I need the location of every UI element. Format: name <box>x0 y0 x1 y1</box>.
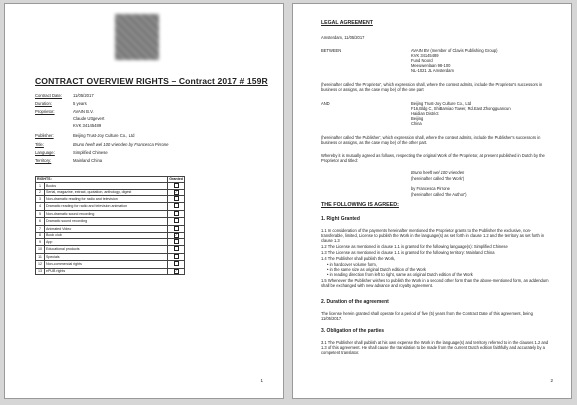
empty-box-icon <box>174 254 179 259</box>
granted-cell <box>168 268 185 274</box>
bullet-text: in hardcover volume form, <box>329 262 377 267</box>
checked-box-icon: ✓ <box>174 190 178 194</box>
field-value: KVK 34145489 <box>73 123 102 128</box>
right-name: Dramatic sound recording <box>45 218 168 225</box>
by-author: by Francesca Pirrone <box>411 186 450 191</box>
address-line: Fund Noord <box>411 58 433 64</box>
address-line: F16,Bldg C, ShiBamiao Tower, Rd.East Zhongguancun <box>411 106 511 112</box>
rights-row <box>36 261 185 268</box>
rights-row <box>36 196 185 203</box>
field-label: Title: <box>35 142 44 147</box>
right-name: App <box>45 239 168 246</box>
field-label: Publisher: <box>35 133 54 138</box>
granted-cell <box>168 182 185 189</box>
address-line: China <box>411 121 422 127</box>
right-number: 11 <box>36 253 45 260</box>
empty-box-icon <box>174 218 179 223</box>
granted-cell <box>168 253 185 260</box>
legal-heading: LEGAL AGREEMENT <box>321 20 373 26</box>
empty-box-icon <box>174 226 179 231</box>
page-number: 2 <box>550 378 553 383</box>
work-title: Bruno heeft wel 100 vrienden <box>411 170 465 175</box>
right-number: 2 <box>36 190 45 196</box>
field-label: Contract Date: <box>35 93 62 98</box>
clause-3-1: 3.1 The Publisher shall publish at his own expense the Work in the language(s) and territory referred to in the clauses 1.2 and 1.3 of this agreement. He shall cause the translation to be made from the current Dutch edition faithfully and accurately by a competent translator. <box>321 340 549 356</box>
right-number: 9 <box>36 239 45 246</box>
field-value: Bruno heeft wel 100 vrienden by Francesca Pirrone <box>73 142 169 147</box>
right-name: Non-dramatic reading for radio and television <box>45 196 168 203</box>
field-value: 11/05/2017 <box>73 93 94 98</box>
right-name: Non-dramatic sound recording <box>45 210 168 217</box>
address-line: Haidian District <box>411 111 439 117</box>
field-value: Claude Uttgevert <box>73 116 105 121</box>
section-1-title: 1. Right Granted <box>321 216 360 222</box>
right-name: ePUB rights <box>45 268 168 274</box>
publisher-address <box>411 101 511 126</box>
right-number: 3 <box>36 196 45 203</box>
field-label: Proprietor: <box>35 109 55 114</box>
granted-cell <box>168 246 185 253</box>
clause-1-4-bullet: • in hardcover volume form, <box>327 262 377 267</box>
granted-header: Granted <box>169 177 183 182</box>
page-number: 1 <box>260 378 263 383</box>
author-note: (hereinafter called 'the Author') <box>411 192 467 197</box>
field-label: Language: <box>35 150 55 155</box>
field-label: Territory: <box>35 158 52 163</box>
between-label: BETWEEN <box>321 48 342 53</box>
address-line: KVK 34145489 <box>411 53 439 59</box>
right-number: 5 <box>36 210 45 217</box>
and-label: AND <box>321 101 330 106</box>
clause-2: The license herein granted shall operate for a period of five (5) years from the Contract Date of this agreement, being 11/05/2017. <box>321 311 533 322</box>
right-name: Books <box>45 182 168 189</box>
empty-box-icon <box>174 196 179 201</box>
address-line: NL-1021 JL Amsterdam <box>411 68 454 74</box>
right-name: Animated Video <box>45 225 168 232</box>
work-note: (hereinafter called 'the Work') <box>411 176 465 181</box>
right-name: Non-commercial rights <box>45 261 168 268</box>
rights-header: RIGHTS: <box>36 177 168 183</box>
right-number: 12 <box>36 261 45 268</box>
proprietor-note: (hereinafter called 'the Proprietor', which expression shall, where the context admits, include the Proprietor's successors in business or assigns, as the case may be) of the one part <box>321 82 543 93</box>
right-name: Specials <box>45 253 168 260</box>
rights-row <box>36 225 185 232</box>
section-2-title: 2. Duration of the agreement <box>321 299 389 305</box>
granted-cell <box>168 203 185 210</box>
field-value: AVAIN B.V. <box>73 109 94 114</box>
right-name: Educational products <box>45 246 168 253</box>
empty-box-icon <box>174 183 179 188</box>
address-line: Beijing Trust-Joy Culture Co., Ltd <box>411 101 472 106</box>
rights-row <box>36 203 185 210</box>
right-number: 1 <box>36 182 45 189</box>
rights-row <box>36 253 185 260</box>
rights-row <box>36 210 185 217</box>
rights-row <box>36 239 185 246</box>
page-two <box>292 3 572 399</box>
field-value: 5 years <box>73 101 87 106</box>
empty-box-icon <box>174 203 179 208</box>
address-line: Beijing <box>411 116 424 122</box>
checked-box-icon: ✓ <box>174 233 178 238</box>
empty-box-icon <box>174 211 179 216</box>
company-logo <box>115 14 159 60</box>
empty-box-icon <box>174 239 179 244</box>
rights-row <box>36 218 185 225</box>
clause-1-1: 1.1 In consideration of the payments hereinafter mentioned the Proprietor grants to the Publisher the exclusive, non-transferable, limited, License to publish the Work in the language(s) as set forth in clause 1.2 and the territory as set forth in clause 1.3 <box>321 228 545 244</box>
section-3-title: 3. Obligation of the parties <box>321 328 385 334</box>
right-name: Book club <box>45 233 168 239</box>
granted-cell <box>168 239 185 246</box>
clause-1-2: 1.2 The License as mentioned in clause 1.1 is granted for the following language(s): Simplified Chinese <box>321 244 508 249</box>
whereas-clause: Whereby it is mutually agreed as follows, respecting the original Work of the Proprietor, at present published in Dutch by the Proprietor and titled: <box>321 153 545 164</box>
empty-box-icon <box>174 246 179 251</box>
clause-1-3: 1.3 The License as mentioned in clause 1.1 is granted for the following territory: Mainland China <box>321 250 495 255</box>
right-number: 10 <box>36 246 45 253</box>
clause-1-4-bullet: • in the same size as original Dutch edition of the Work <box>327 267 426 272</box>
address-line: Meeuwenlaan 98-100 <box>411 63 451 69</box>
rights-table <box>35 176 185 275</box>
field-value: Simplified Chinese <box>73 150 108 155</box>
contract-title: CONTRACT OVERVIEW RIGHTS – Contract 2017 # 159R <box>35 76 268 86</box>
place-date: Amsterdam, 11/05/2017 <box>321 35 365 40</box>
right-number: 6 <box>36 218 45 225</box>
right-number: 13 <box>36 268 45 274</box>
clause-1-4: 1.4 The Publisher shall publish the Work, <box>321 256 396 261</box>
page-one <box>4 3 284 399</box>
granted-cell <box>168 225 185 232</box>
field-value: Mainland China <box>73 158 103 163</box>
right-number: 4 <box>36 203 45 210</box>
checked-box-icon: ✓ <box>174 268 178 273</box>
right-number: 7 <box>36 225 45 232</box>
right-name: Dramatic reading for radio and television animation <box>45 203 168 210</box>
clause-1-4-bullet: • in reading direction from left to right, same as original Dutch edition of the Work <box>327 272 473 277</box>
proprietor-address <box>411 48 498 73</box>
right-name: Serial, magazine, extract, quotation, anthology, digest <box>45 190 168 196</box>
granted-cell <box>168 196 185 203</box>
granted-cell <box>168 261 185 268</box>
empty-box-icon <box>174 261 179 266</box>
rights-row <box>36 182 185 189</box>
address-line: AVAIN BV (member of Clavis Publishing Group) <box>411 48 498 53</box>
field-label: Duration: <box>35 101 52 106</box>
bullet-text: in reading direction from left to right, same as original Dutch edition of the Work <box>329 272 473 277</box>
granted-cell <box>168 210 185 217</box>
clause-1-5: 1.5 Whenever the Publisher wishes to publish the Work in a second other form than the above-mentioned form, an addendum shall be exchanged with new advance and royalty agreement. <box>321 278 549 289</box>
publisher-note: (hereinafter called 'the Publisher', which expression shall, where the context admits, include the Publisher's successors in business or assigns, as the case may be) of the other part. <box>321 135 541 146</box>
rights-row <box>36 268 185 274</box>
field-value: Beijing Trust-Joy Culture Co., Ltd <box>73 133 135 138</box>
right-number: 8 <box>36 233 45 239</box>
granted-cell <box>168 218 185 225</box>
bullet-text: in the same size as original Dutch edition of the Work <box>329 267 426 272</box>
agreed-heading: THE FOLLOWING IS AGREED: <box>321 202 399 208</box>
rights-row <box>36 246 185 253</box>
